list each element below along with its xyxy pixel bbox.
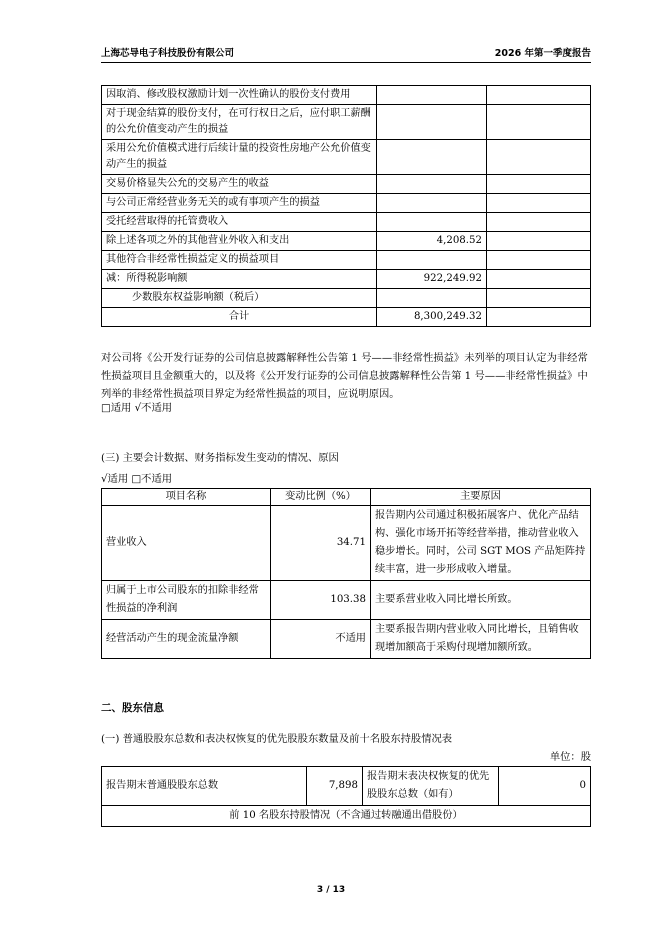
table-row [102,270,591,289]
note-cell [487,175,591,194]
item-cell: 经营活动产生的现金流量净额 [102,620,271,659]
amount-cell [377,251,487,270]
amount-cell: 8,300,249.32 [377,308,487,327]
item-cell: 少数股东权益影响额（税后） [102,289,377,308]
item-cell: 采用公允价值模式进行后续计量的投资性房地产公允价值变动产生的损益 [102,140,377,175]
reason-cell: 报告期内公司通过积极拓展客户、优化产品结构、强化市场开拓等经营举措，推动营业收入稳步增长。同时，公司 SGT MOS 产品矩阵持续丰富，进一步形成收入增量。 [371,506,591,581]
total-common-shareholders-value: 7,898 [307,767,363,806]
item-cell: 对于现金结算的股份支付，在可行权日之后，应付职工薪酬的公允价值变动产生的损益 [102,105,377,140]
table-row [102,213,591,232]
item-cell: 归属于上市公司股东的扣除非经常性损益的净利润 [102,581,271,620]
note-cell [487,86,591,105]
table-row [102,232,591,251]
top10-caption: 前 10 名股东持股情况（不含通过转融通出借股份） [102,806,591,827]
table-row [102,308,591,327]
table-row [102,806,591,827]
table-row [102,175,591,194]
reason-cell: 主要系营业收入同比增长所致。 [371,581,591,620]
note-cell [487,270,591,289]
shareholders-table [101,766,591,827]
section3-title: (三) 主要会计数据、财务指标发生变动的情况、原因 [101,452,339,464]
company-name: 上海芯导电子科技股份有限公司 [101,48,235,59]
table-row [102,140,591,175]
table-row [102,86,591,105]
column-header-ratio: 变动比例（%） [271,489,371,506]
amount-cell [377,213,487,232]
note-cell [487,105,591,140]
paragraph-nonrecurring-note: 对公司将《公开发行证券的公司信息披露解释性公告第 1 号——非经常性损益》未列举的项目认定为非经常性损益项目且金额重大的，以及将《公开发行证券的公司信息披露解释性公告第 1 号——非经常性损益》中列举的非经常性损益项目界定为经常性损益的项目，应说明原因。 [101,352,588,400]
table-row [102,581,591,620]
total-common-shareholders-label: 报告期末普通股股东总数 [102,767,307,806]
note-cell [487,251,591,270]
changes-table [101,488,591,659]
ratio-cell: 不适用 [271,620,371,659]
item-cell: 合计 [102,308,377,327]
note-cell [487,232,591,251]
table-row [102,620,591,659]
amount-cell [377,289,487,308]
applicability-check-1: □适用 √不适用 [101,402,173,414]
preferred-shareholders-value: 0 [499,767,591,806]
item-cell: 与公司正常经营业务无关的或有事项产生的损益 [102,194,377,213]
nonrecurring-table [101,85,591,327]
item-cell: 营业收入 [102,506,271,581]
table-row [102,105,591,140]
item-cell: 交易价格显失公允的交易产生的收益 [102,175,377,194]
ratio-cell: 34.71 [271,506,371,581]
item-cell: 其他符合非经常性损益定义的损益项目 [102,251,377,270]
ratio-cell: 103.38 [271,581,371,620]
item-cell: 受托经营取得的托管费收入 [102,213,377,232]
applicability-check-2: √适用 □不适用 [101,473,173,485]
reason-cell: 主要系报告期内营业收入同比增长，且销售收现增加额高于采购付现增加额所致。 [371,620,591,659]
amount-cell: 4,208.52 [377,232,487,251]
note-cell [487,140,591,175]
preferred-shareholders-label: 报告期末表决权恢复的优先股股东总数（如有） [363,767,499,806]
amount-cell [377,194,487,213]
item-cell: 因取消、修改股权激励计划一次性确认的股份支付费用 [102,86,377,105]
unit-label: 单位：股 [549,751,591,763]
note-cell [487,213,591,232]
amount-cell [377,140,487,175]
table-row [102,251,591,270]
note-cell [487,308,591,327]
item-cell: 减：所得税影响额 [102,270,377,289]
table-row [102,506,591,581]
column-header-reason: 主要原因 [371,489,591,506]
table-row [102,194,591,213]
note-cell [487,289,591,308]
page-header [101,43,591,63]
amount-cell: 922,249.92 [377,270,487,289]
table-row [102,767,591,806]
report-title: 2026 年第一季度报告 [494,48,591,59]
item-cell: 除上述各项之外的其他营业外收入和支出 [102,232,377,251]
subsection1-title: (一) 普通股股东总数和表决权恢复的优先股股东数量及前十名股东持股情况表 [101,733,453,745]
table-row [102,289,591,308]
note-cell [487,194,591,213]
column-header-item: 项目名称 [102,489,271,506]
amount-cell [377,175,487,194]
section2-title: 二、股东信息 [101,702,164,714]
page-number: 3 / 13 [316,885,346,895]
amount-cell [377,86,487,105]
amount-cell [377,105,487,140]
